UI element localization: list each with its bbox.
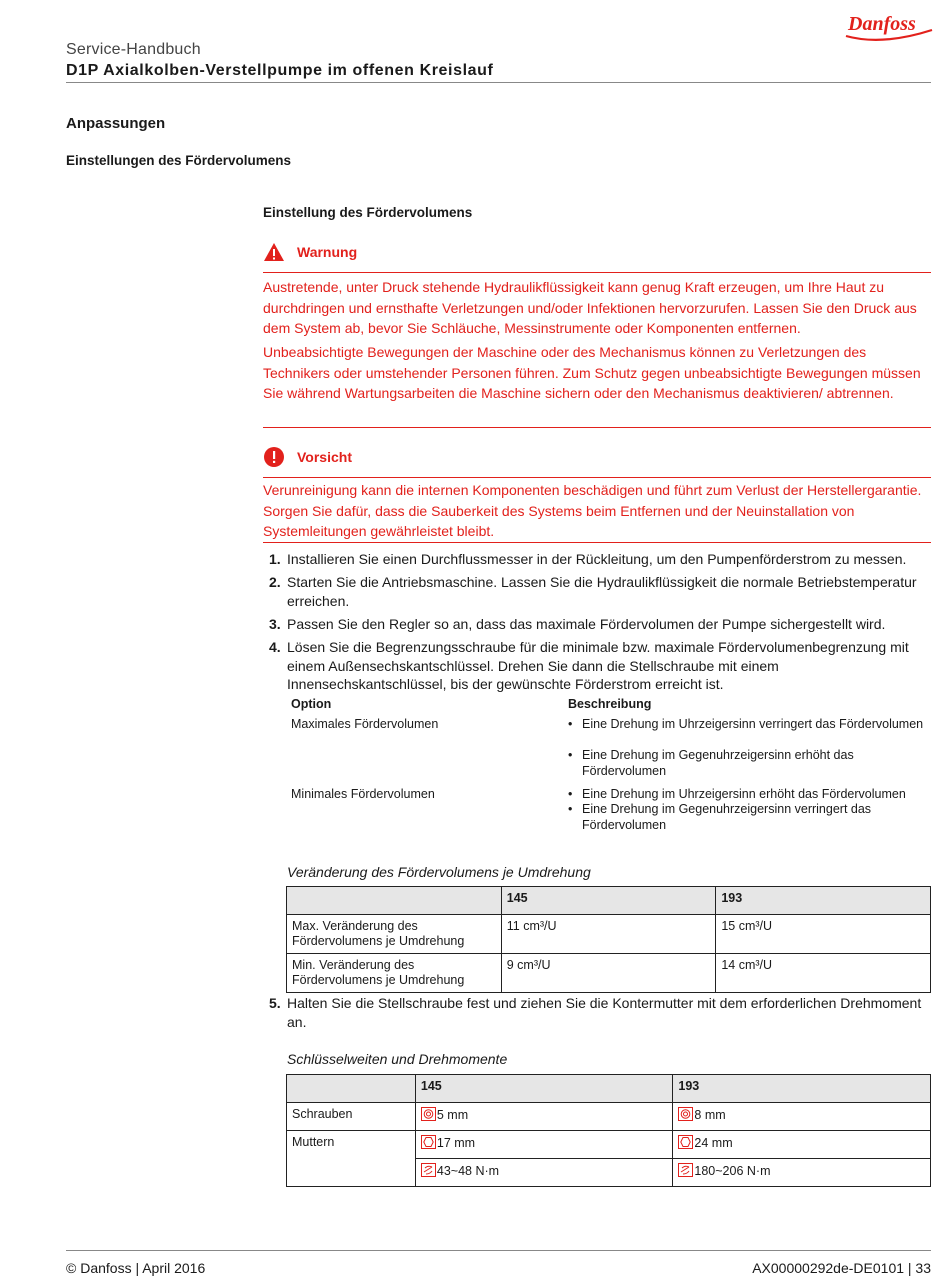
svg-text:Danfoss: Danfoss — [848, 13, 916, 35]
footer-divider — [66, 1250, 931, 1251]
step-text: Lösen Sie die Begrenzungsschraube für die minimale bzw. maximale Fördervolumenbegrenzung mit einem Außensechskantschlüssel. Drehen Sie dann die Stellschraube mit einem Innensechskantschlüssel, bis der gewünschte Förderstrom erreicht ist. — [287, 639, 909, 692]
step-text: Installieren Sie einen Durchflussmesser in der Rückleitung, um den Pumpenförderstrom zu messen. — [287, 551, 907, 567]
table-cell — [415, 1159, 673, 1187]
torque-wrench-icon — [678, 1163, 693, 1177]
table-row — [287, 954, 931, 993]
nut-size-193: 24 mm — [694, 1136, 733, 1150]
step-text: Passen Sie den Regler so an, dass das maximale Fördervolumen der Pumpe sichergestellt wird. — [287, 616, 886, 632]
option-max-bullet-1: • Eine Drehung im Uhrzeigersinn verringert das Fördervolumen — [582, 717, 931, 733]
option-min-bullet-1: • Eine Drehung im Uhrzeigersinn erhöht das Fördervolumen — [582, 787, 931, 803]
header-divider — [66, 82, 931, 83]
warning-label: Warnung — [297, 244, 358, 260]
table-row-screws — [287, 1103, 931, 1131]
table-row — [287, 915, 931, 954]
table-cell: Schrauben — [287, 1103, 416, 1131]
hex-socket-icon — [678, 1107, 693, 1121]
document-type: Service-Handbuch — [66, 41, 201, 58]
step-number: 2. — [269, 574, 281, 590]
caution-label: Vorsicht — [297, 449, 352, 465]
hex-nut-icon — [421, 1135, 436, 1149]
table2-caption: Schlüsselweiten und Drehmomente — [287, 1051, 508, 1067]
table-cell — [673, 1103, 931, 1131]
table-header-cell: 145 — [415, 1075, 673, 1103]
warning-header — [263, 241, 357, 263]
warning-rule-top — [263, 272, 931, 273]
table-header-cell — [287, 887, 502, 915]
option-min-bullet-2: • Eine Drehung im Gegenuhrzeigersinn verringert das Fördervolumen — [582, 802, 931, 833]
screw-size-193: 8 mm — [694, 1108, 726, 1122]
table-header-cell: 193 — [716, 887, 931, 915]
caution-rule-top — [263, 477, 931, 478]
option-max: Maximales Fördervolumen — [291, 717, 439, 731]
step-text: Halten Sie die Stellschraube fest und ziehen Sie die Kontermutter mit dem erforderlichen Drehmoment an. — [287, 995, 922, 1030]
displacement-change-table — [286, 886, 931, 993]
nut-torque-193: 180~206 N·m — [694, 1164, 771, 1178]
nut-torque-145: 43~48 N·m — [436, 1164, 500, 1178]
step-number: 5. — [269, 995, 281, 1011]
table-cell — [673, 1159, 931, 1187]
table-header-cell — [287, 1075, 416, 1103]
step-number: 4. — [269, 639, 281, 655]
table-header-row — [287, 1075, 931, 1103]
table-row-nuts — [287, 1131, 931, 1159]
option-max-bullet-2: • Eine Drehung im Gegenuhrzeigersinn erhöht das Fördervolumen — [582, 748, 931, 779]
table1-caption: Veränderung des Fördervolumens je Umdrehung — [287, 864, 591, 880]
step-text: Starten Sie die Antriebsmaschine. Lassen Sie die Hydraulikflüssigkeit die normale Betriebstemperatur erreichen. — [287, 574, 917, 609]
table-cell: 9 cm³/U — [501, 954, 716, 993]
table-cell: 11 cm³/U — [501, 915, 716, 954]
torque-wrench-icon — [421, 1163, 436, 1177]
document-title: D1P Axialkolben-Verstellpumpe im offenen Kreislauf — [66, 62, 494, 79]
warning-triangle-icon — [263, 242, 285, 262]
warning-rule-bottom — [263, 427, 931, 428]
caution-rule-bottom — [263, 542, 931, 543]
table-cell — [415, 1103, 673, 1131]
table-cell: Max. Veränderung des Fördervolumens je Umdrehung — [287, 915, 502, 954]
caution-exclamation-icon — [263, 446, 285, 468]
warning-paragraph-1: Austretende, unter Druck stehende Hydraulikflüssigkeit kann genug Kraft erzeugen, um Ihre Haut zu durchdringen und ernsthafte Verletzungen und/oder Infektionen hervorzurufen. Lassen Sie den Druck aus dem System ab, bevor Sie Schläuche, Messinstrumente oder Komponenten entfernen. — [263, 279, 917, 336]
table-cell: Min. Veränderung des Fördervolumens je Umdrehung — [287, 954, 502, 993]
table-header-cell: 145 — [501, 887, 716, 915]
footer-doc-number-page: AX00000292de-DE0101 | 33 — [752, 1260, 931, 1276]
table-cell: 15 cm³/U — [716, 915, 931, 954]
screw-size-145: 5 mm — [436, 1108, 469, 1122]
warning-paragraph-2: Unbeabsichtigte Bewegungen der Maschine oder des Mechanismus können zu Verletzungen des Technikers oder umstehender Personen führen. Zum Schutz gegen unbeabsichtigte Bewegungen müssen Sie während Wartungsarbeiten die Maschine sichern oder den Mechanismus deaktivieren/ abtrennen. — [263, 344, 921, 401]
hex-socket-icon — [421, 1107, 436, 1121]
footer-copyright: © Danfoss | April 2016 — [66, 1260, 206, 1276]
step-number: 1. — [269, 551, 281, 567]
table-header-row — [287, 887, 931, 915]
wrench-size-torque-table — [286, 1074, 931, 1187]
table-cell — [415, 1131, 673, 1159]
caution-header — [263, 446, 352, 468]
options-col-description: Beschreibung — [568, 697, 652, 711]
options-col-option: Option — [291, 697, 332, 711]
danfoss-logo — [842, 6, 936, 42]
table-header-cell: 193 — [673, 1075, 931, 1103]
nut-size-145: 17 mm — [436, 1136, 476, 1150]
option-min: Minimales Fördervolumen — [291, 787, 435, 801]
caution-paragraph: Verunreinigung kann die internen Komponenten beschädigen und führt zum Verlust der Herstellergarantie. Sorgen Sie dafür, dass die Sauberkeit des Systems beim Entfernen und der Neuinstallation von Systemleitungen gewährleistet bleibt. — [263, 482, 922, 539]
table-cell: 14 cm³/U — [716, 954, 931, 993]
hex-nut-icon — [678, 1135, 693, 1149]
table-cell — [673, 1131, 931, 1159]
table-cell: Muttern — [287, 1131, 416, 1187]
step-number: 3. — [269, 616, 281, 632]
procedure-heading: Einstellung des Fördervolumens — [263, 205, 473, 220]
section-heading: Anpassungen — [66, 115, 166, 132]
subsection-heading: Einstellungen des Fördervolumens — [66, 153, 292, 168]
